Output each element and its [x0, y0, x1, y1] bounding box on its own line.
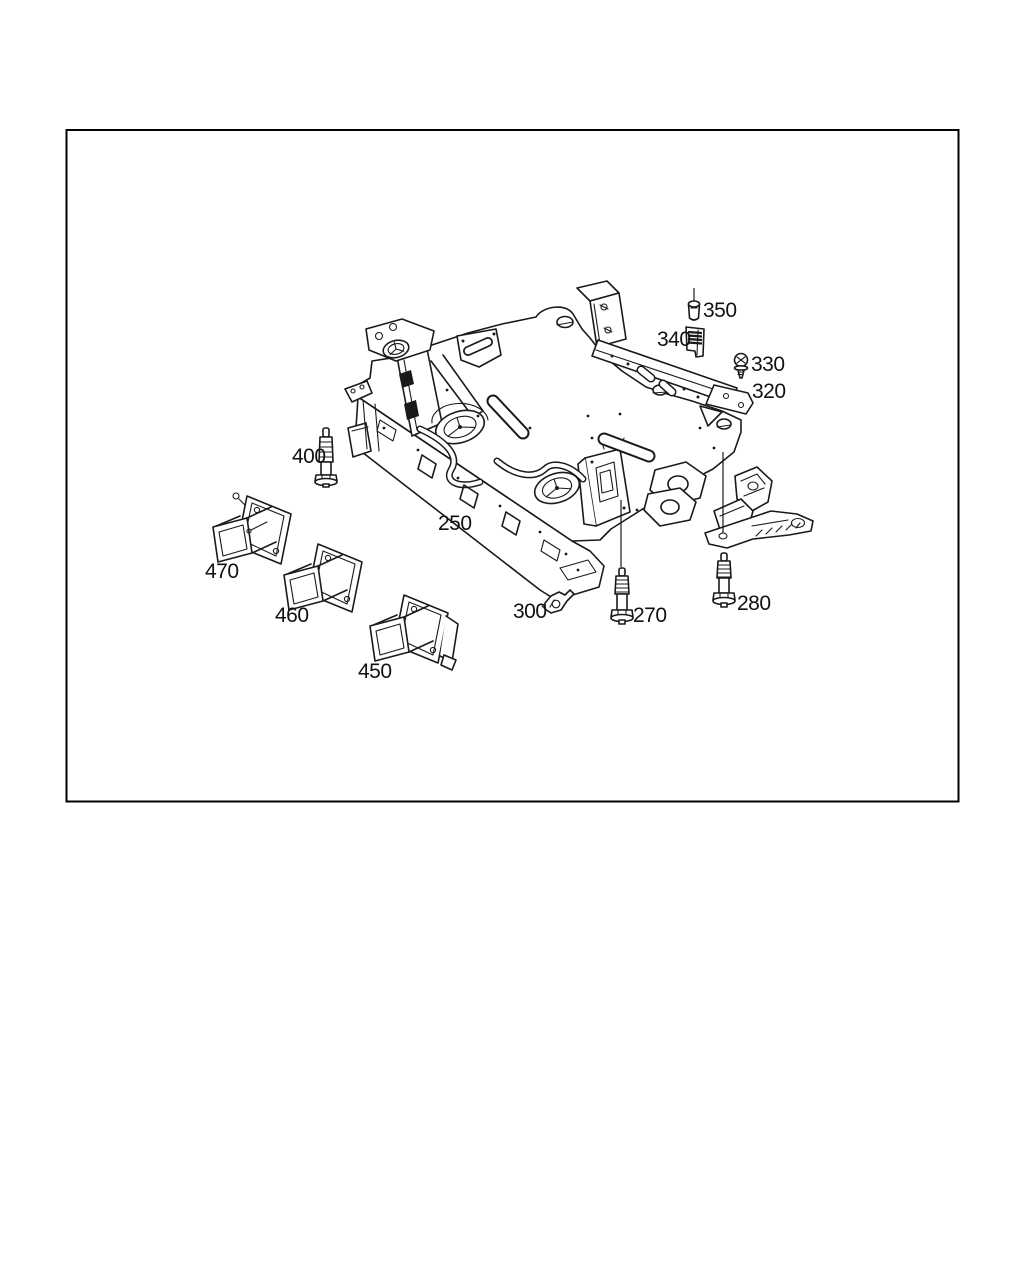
mount-460-drawing: [284, 544, 362, 612]
mount-450-drawing: [370, 595, 458, 670]
callout-320: 320: [752, 380, 786, 403]
subframe-250-drawing: [345, 307, 741, 600]
screw-330-drawing: [735, 354, 748, 379]
bolt-280-drawing: [713, 553, 735, 607]
callout-340: 340: [657, 328, 691, 351]
callout-400: 400: [292, 445, 326, 468]
mount-470-drawing: [213, 493, 291, 564]
callout-280: 280: [737, 592, 771, 615]
callout-460: 460: [275, 604, 309, 627]
callout-300: 300: [513, 600, 547, 623]
callout-470: 470: [205, 560, 239, 583]
callout-450: 450: [358, 660, 392, 683]
bolt-270-drawing: [611, 568, 633, 624]
callout-270: 270: [633, 604, 667, 627]
pin-350-drawing: [689, 301, 700, 320]
callout-350: 350: [703, 299, 737, 322]
callout-330: 330: [751, 353, 785, 376]
support-bracket-drawing: [705, 467, 813, 548]
callout-250: 250: [438, 512, 472, 535]
